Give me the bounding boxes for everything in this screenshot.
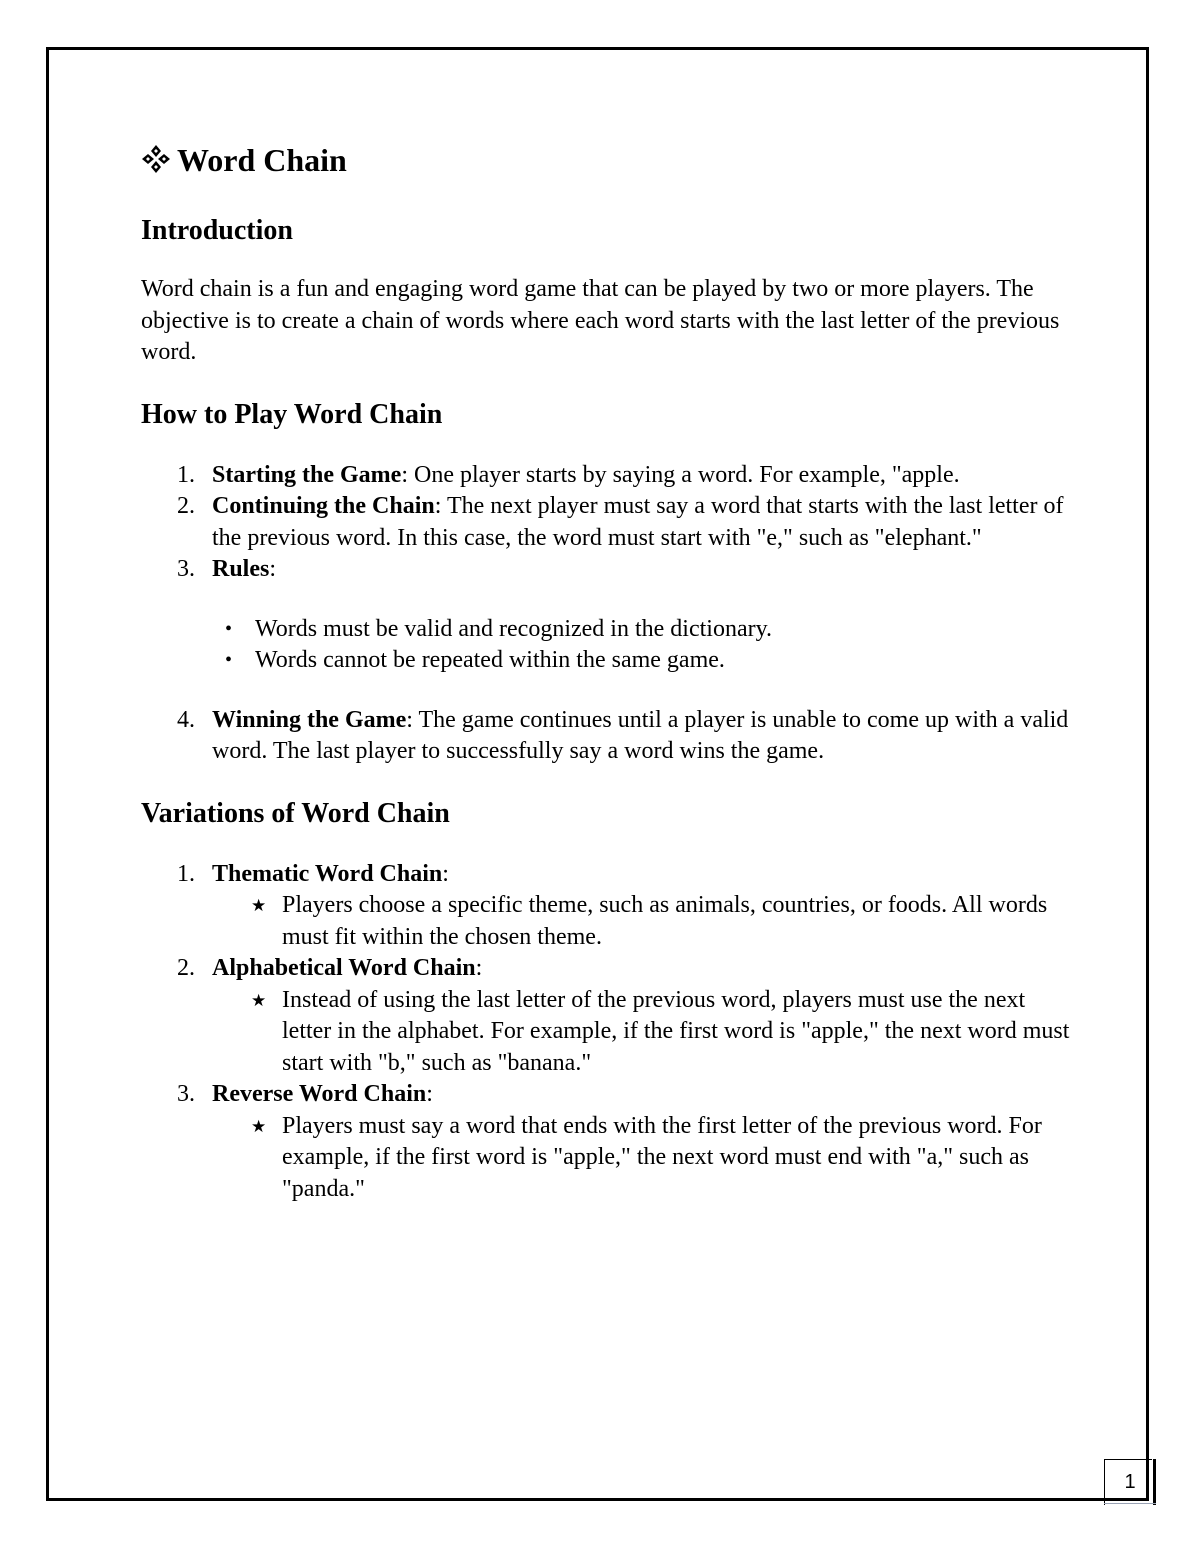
variation-colon: : [442, 860, 449, 887]
list-item [141, 645, 1071, 677]
step-label: Starting the Game [212, 461, 402, 488]
star-bullet-icon: ★ [251, 990, 267, 1010]
variation-colon: : [475, 955, 483, 981]
bullet-dot-icon: • [225, 617, 233, 640]
variation-detail: Players choose a specific theme, such as animals, countries, or foods. All words must fit within the chosen theme. [282, 892, 1048, 950]
variations-list [141, 859, 1071, 1206]
variation-detail-list [141, 890, 1071, 953]
variation-colon: : [426, 1081, 433, 1107]
howto-list [141, 460, 1071, 586]
rules-bullet-list [141, 614, 1071, 677]
howto-heading: How to Play Word Chain [141, 398, 443, 430]
bullet-dot-icon: • [225, 649, 233, 671]
page-number-rule [1104, 1503, 1156, 1504]
howto-step [141, 491, 1071, 554]
variation-item [141, 859, 1071, 891]
step-label: Rules [212, 556, 270, 582]
list-item [141, 985, 1071, 1080]
list-item [141, 614, 1071, 646]
document-body [141, 140, 1071, 1205]
step-label: Winning the Game [212, 706, 407, 733]
page-number: 1 [1124, 1471, 1136, 1493]
variation-item [141, 1079, 1071, 1111]
step-text: : The game continues until a player is unable to come up with a valid word. The last player to successfully say a word wins the game. [212, 706, 1069, 764]
page-title-text: Word Chain [177, 142, 347, 178]
howto-step [141, 705, 1071, 768]
step-text: : The next player must say a word that starts with the last letter of the previous word. In this case, the word must start with "e," such as "elephant." [212, 493, 1064, 551]
howto-step [141, 460, 1071, 492]
step-text: : One player starts by saying a word. For example, "apple. [401, 461, 960, 488]
step-number: 3. [177, 556, 195, 582]
variation-detail: Instead of using the last letter of the previous word, players must use the next letter in the alphabet. For example, if the first word is "apple," the next word must start with "b," such as "banana." [282, 986, 1070, 1076]
intro-heading: Introduction [141, 215, 293, 246]
rule-text: Words cannot be repeated within the same game. [255, 647, 725, 673]
variation-detail-list [141, 985, 1071, 1080]
step-number: 4. [177, 706, 195, 733]
variation-detail-wrap [141, 890, 1071, 953]
star-bullet-icon: ★ [251, 896, 267, 915]
variations-heading: Variations of Word Chain [141, 797, 450, 829]
step-label: Continuing the Chain [212, 493, 435, 519]
step-text: : [269, 556, 277, 582]
variation-item [141, 953, 1071, 985]
list-item [141, 1111, 1071, 1206]
list-item [141, 890, 1071, 953]
four-diamond-ornament-icon [141, 144, 171, 174]
variation-label: Alphabetical Word Chain [212, 955, 476, 981]
rule-text: Words must be valid and recognized in the dictionary. [255, 615, 773, 642]
page-title [141, 140, 1071, 180]
step-number: 1. [177, 461, 195, 488]
variation-detail-wrap [141, 985, 1071, 1080]
intro-paragraph: Word chain is a fun and engaging word game that can be played by two or more players. The objective is to create a chain of words where each word starts with the last letter of the previous word. [141, 276, 1060, 365]
variation-detail: Players must say a word that ends with the first letter of the previous word. For example, if the first word is "apple," the next word must end with "a," such as "panda." [282, 1112, 1042, 1202]
star-bullet-icon: ★ [251, 1116, 267, 1136]
howto-list-continued [141, 705, 1071, 768]
variation-number: 2. [177, 955, 195, 981]
variation-label: Thematic Word Chain [212, 860, 443, 887]
variation-detail-list [141, 1111, 1071, 1206]
howto-step [141, 554, 1071, 586]
variation-number: 3. [177, 1081, 195, 1107]
step-number: 2. [177, 493, 195, 519]
variation-detail-wrap [141, 1111, 1071, 1206]
variation-label: Reverse Word Chain [212, 1081, 427, 1107]
variation-number: 1. [177, 860, 195, 887]
